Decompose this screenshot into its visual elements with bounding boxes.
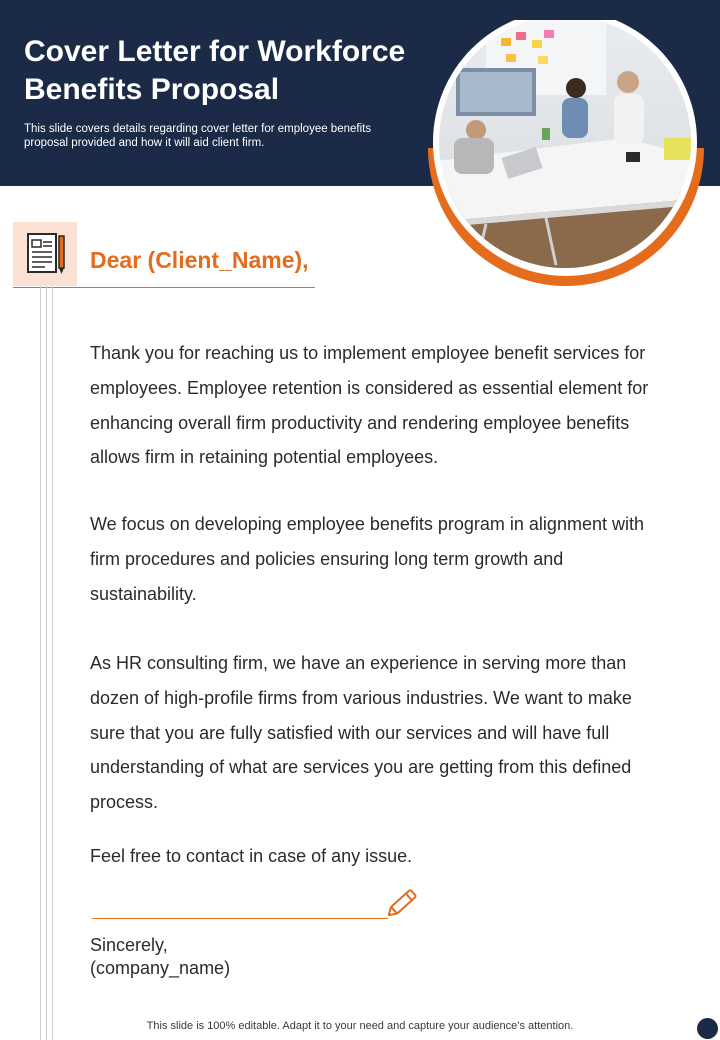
margin-rule: [52, 286, 53, 1040]
letter-closing: Sincerely,: [90, 935, 168, 955]
letter-paragraph: Thank you for reaching us to implement employee benefit services for employees. Employee retention is considered as essential element for enhancing overall firm productivity and rendering employee benefits allows firm in retaining potential employees.: [90, 343, 649, 468]
letter-paragraph: We focus on developing employee benefits program in alignment with firm procedures and policies ensuring long term growth and sustainability.: [90, 514, 644, 604]
pen-icon: [383, 882, 425, 922]
footer-note: [0, 1020, 720, 1032]
meeting-photo: [426, 20, 706, 288]
letter-paragraph: As HR consulting firm, we have an experience in serving more than dozen of high-profile firms from various industries. We want to make sure that you are fully satisfied with our services and will have full understanding of what are services you are getting from this defined process.: [90, 653, 632, 813]
page-title: Cover Letter for Workforce Benefits Proposal: [24, 35, 406, 106]
margin-rule: [40, 286, 41, 1040]
document-pen-icon: [13, 222, 77, 286]
company-name: (company_name): [90, 958, 231, 978]
corner-dot: [697, 1018, 718, 1039]
greeting-underline: [13, 287, 315, 288]
signature-line: [92, 918, 388, 919]
margin-rule: [46, 286, 47, 1040]
letter-paragraph: Feel free to contact in case of any issue.: [90, 846, 413, 866]
footer-note-text: This slide is 100% editable. Adapt it to your need and capture your audience’s attention.: [146, 1020, 574, 1032]
letter-greeting: Dear (Client_Name),: [90, 247, 309, 273]
page-subtitle: This slide covers details regarding cover letter for employee benefits proposal provided and how it will aid client firm.: [24, 123, 372, 149]
